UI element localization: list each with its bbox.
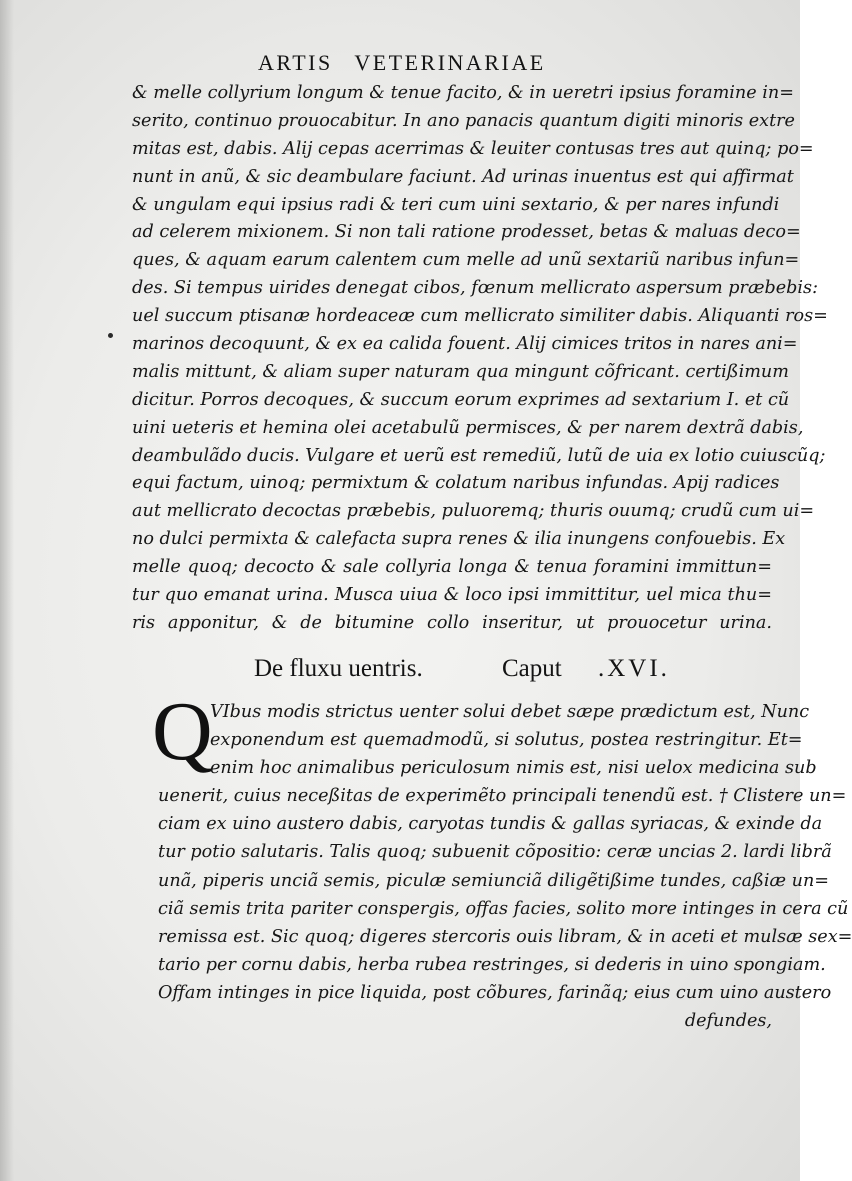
- catchword: defundes,: [684, 1011, 772, 1032]
- text-line: ciã semis trita pariter conspergis, offas facies, solito more intinges in cera cũ: [158, 898, 849, 919]
- text-line: exponendum est quemadmodũ, si solutus, postea restringitur. Et=: [210, 730, 803, 751]
- text-line: Offam intinges in pice liquida, post cõbures, farinãq; eius cum uino austero: [158, 982, 832, 1003]
- text-line: mitas est, dabis. Alij cepas acerrimas & leuiter contusas tres aut quinq; po=: [132, 138, 814, 159]
- paragraph-1: [132, 80, 828, 638]
- text-line: dicitur. Porros decoques, & succum eorum exprimes ad sextarium I. et cũ: [132, 389, 790, 410]
- chapter-caput: Caput: [502, 655, 562, 682]
- text-line: malis mittunt, & aliam super naturam qua mingunt cõfricant. certißimum: [132, 361, 789, 382]
- text-line: ques, & aquam earum calentem cum melle ad unũ sextariũ naribus infun=: [132, 250, 800, 271]
- text-line: melle quoq; decocto & sale collyria longa & tenua foramini immittun=: [132, 557, 772, 578]
- text-line: uenerit, cuius neceßitas de experimẽto principali tenendũ est. † Clistere un=: [158, 786, 847, 807]
- chapter-heading: [254, 655, 714, 693]
- running-head: ARTIS VETERINARIAE: [258, 50, 546, 75]
- text-line: ad celerem mixionem. Si non tali ratione prodesset, betas & maluas deco=: [132, 222, 801, 243]
- ink-speck: [108, 333, 113, 338]
- text-line: equi factum, uinoq; permixtum & colatum naribus infundas. Apij radices: [132, 473, 780, 494]
- text-line: tur quo emanat urina. Musca uiua & loco ipsi immittitur, uel mica thu=: [132, 585, 772, 606]
- text-line: ris apponitur, & de bitumine collo inseritur, ut prouocetur urina.: [132, 612, 772, 633]
- text-line: aut mellicrato decoctas præbebis, puluoremq; thuris ouumq; crudũ cum ui=: [132, 501, 815, 522]
- text-line: remissa est. Sic quoq; digeres stercoris ouis libram, & in aceti et mulsæ sex=: [158, 926, 852, 947]
- text-line: enim hoc animalibus periculosum nimis est, nisi uelox medicina sub: [210, 758, 817, 779]
- text-line: tur potio salutaris. Talis quoq; subuenit cõpositio: ceræ uncias 2. lardi librã: [158, 842, 832, 863]
- chapter-number: .XVI.: [598, 655, 670, 682]
- paragraph-2: [132, 698, 852, 1035]
- chapter-title: De fluxu uentris.: [254, 655, 423, 682]
- text-line: marinos decoquunt, & ex ea calida fouent. Alij cimices tritos in nares ani=: [132, 334, 798, 355]
- text-line: serito, continuo prouocabitur. In ano panacis quantum digiti minoris extre: [132, 110, 795, 131]
- gutter-shadow: [0, 0, 14, 1181]
- text-line: & melle collyrium longum & tenue facito, & in ueretri ipsius foramine in=: [132, 83, 794, 103]
- text-line: tario per cornu dabis, herba rubea restringes, si dederis in uino spongiam.: [158, 954, 826, 975]
- text-line: no dulci permixta & calefacta supra renes & ilia inungens confouebis. Ex: [132, 529, 786, 550]
- text-line: & ungulam equi ipsius radi & teri cum uini sextario, & per nares infundi: [132, 194, 780, 215]
- text-line: ciam ex uino austero dabis, caryotas tundis & gallas syriacas, & exinde da: [158, 814, 823, 835]
- text-line: uini ueteris et hemina olei acetabulũ permisces, & per narem dextrã dabis,: [132, 417, 804, 438]
- text-line: VIbus modis strictus uenter solui debet sæpe prædictum est, Nunc: [210, 702, 810, 722]
- text-line: deambulãdo ducis. Vulgare et uerũ est remediũ, lutũ de uia ex lotio cuiuscũq;: [132, 445, 826, 466]
- drop-cap: Q: [152, 685, 213, 778]
- text-line: des. Si tempus uirides denegat cibos, fœnum mellicrato aspersum præbebis:: [132, 278, 819, 299]
- text-line: unã, piperis unciã semis, piculæ semiunciã diligẽtißime tundes, caßiæ un=: [158, 870, 830, 891]
- text-line: nunt in anũ, & sic deambulare faciunt. Ad urinas inuentus est qui affirmat: [132, 166, 794, 187]
- text-line: uel succum ptisanæ hordeaceæ cum mellicrato similiter dabis. Aliquanti ros=: [132, 306, 828, 327]
